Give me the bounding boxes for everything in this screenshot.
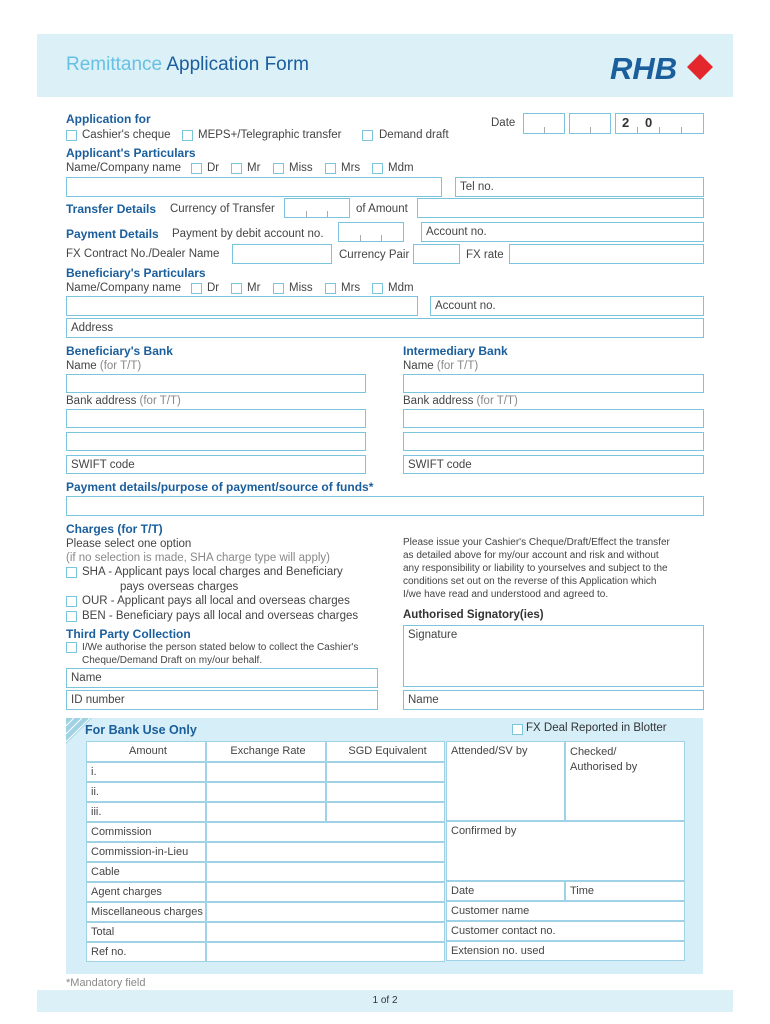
page-footer [37,990,733,1012]
payment-account-field[interactable] [421,222,704,242]
bb-swift-label: SWIFT code [71,459,135,471]
applicant-dr-checkbox[interactable] [191,163,202,174]
declaration-line-1: Please issue your Cashier's Cheque/Draft/Effect the transfer [403,537,670,548]
third-party-name-field[interactable] [66,668,378,688]
mandatory-note: *Mandatory field [66,977,146,989]
intermediary-bank-address-field-1[interactable] [403,409,704,428]
amount-field[interactable] [417,198,704,218]
demand-draft-label: Demand draft [379,129,449,141]
logo-diamond [687,54,713,80]
row-i-rate[interactable] [206,762,326,782]
col-rate-header: Exchange Rate [206,741,326,762]
applicant-mr-label: Mr [247,162,261,174]
date-label: Date [491,117,516,129]
purpose-heading: Payment details/purpose of payment/source of funds* [66,480,374,494]
fx-deal-label: FX Deal Reported in Blotter [526,722,667,734]
date-year-digit-1: 2 [622,115,630,130]
bank-date-label: Date [451,885,475,897]
cable-value[interactable] [206,862,445,882]
our-checkbox[interactable] [66,596,77,607]
ib-swift-label: SWIFT code [408,459,472,471]
applicant-miss-checkbox[interactable] [273,163,284,174]
intermediary-bank-heading: Intermediary Bank [403,344,508,358]
fx-rate-label: FX rate [466,249,504,261]
our-label: OUR - Applicant pays all local and overseas charges [82,595,350,607]
col-sgd-header: SGD Equivalent [326,741,445,762]
bb-address-text: Bank address [66,395,137,407]
signatory-name-label: Name [408,694,439,706]
sha-label-1: SHA - Applicant pays local charges and Beneficiary [82,566,343,578]
checked-by-label-1: Checked/ [570,746,617,758]
misc-charges-label: Miscellaneous charges [86,902,206,922]
ib-address-hint: (for T/T) [476,395,518,407]
beneficiary-mrs-checkbox[interactable] [325,283,336,294]
page-number: 1 of 2 [372,995,398,1006]
bb-name-hint: (for T/T) [99,360,142,372]
payment-heading: Payment Details [66,227,159,241]
row-i-label: i. [86,762,206,782]
beneficiary-account-label: Account no. [435,300,496,312]
declaration-line-2: as detailed above for my/our account and risk and without [403,550,659,561]
page-title [66,54,309,76]
declaration-text [403,536,703,601]
sha-checkbox[interactable] [66,567,77,578]
beneficiary-bank-heading: Beneficiary's Bank [66,344,173,358]
currency-pair-label: Currency Pair [339,249,410,261]
applicant-miss-label: Miss [289,162,313,174]
checked-by-label-2: Authorised by [570,761,638,773]
applicant-heading: Applicant's Particulars [66,146,196,160]
fx-contract-label: FX Contract No./Dealer Name [66,248,220,260]
beneficiary-bank-swift-field[interactable] [66,455,366,474]
applicant-name-field[interactable] [66,177,442,197]
beneficiary-name-label: Name/Company name [66,282,182,294]
cable-label: Cable [86,862,206,882]
checked-by-field[interactable] [565,741,685,821]
fx-deal-checkbox[interactable] [512,724,523,735]
third-party-checkbox[interactable] [66,642,77,653]
attended-by-label: Attended/SV by [451,745,528,757]
customer-name-label: Customer name [451,905,530,917]
beneficiary-name-field[interactable] [66,296,418,316]
beneficiary-bank-name-field[interactable] [66,374,366,393]
beneficiary-mr-label: Mr [247,282,261,294]
confirmed-by-field[interactable] [446,821,685,881]
ib-name-hint: (for T/T) [436,360,479,372]
beneficiary-miss-label: Miss [289,282,313,294]
signature-label: Signature [408,629,458,641]
currency-of-transfer-label: Currency of Transfer [170,203,275,215]
commission-label: Commission [86,822,206,842]
of-amount-label: of Amount [356,203,408,215]
transfer-heading: Transfer Details [66,202,157,216]
beneficiary-bank-address-field-1[interactable] [66,409,366,428]
title-prefix: Remittance [66,54,163,75]
total-value[interactable] [206,922,445,942]
beneficiary-dr-checkbox[interactable] [191,283,202,294]
applicant-dr-label: Dr [207,162,220,174]
sha-label-2: pays overseas charges [120,581,239,593]
row-iii-rate[interactable] [206,802,326,822]
third-party-heading: Third Party Collection [66,627,191,641]
third-party-id-field[interactable] [66,690,378,710]
row-ii-sgd[interactable] [326,782,445,802]
tel-label: Tel no. [460,181,494,193]
row-ii-label: ii. [86,782,206,802]
commission-value[interactable] [206,822,445,842]
row-i-sgd[interactable] [326,762,445,782]
date-year-digit-2: 0 [645,115,653,130]
intermediary-bank-address-field-2[interactable] [403,432,704,451]
declaration-line-5: I/we have read and understood and agreed to. [403,589,609,600]
ib-name-text: Name [403,360,434,372]
col-amount-header: Amount [86,741,206,762]
demand-draft-checkbox[interactable] [362,130,373,141]
charges-default-note: (if no selection is made, SHA charge type will apply) [66,552,330,564]
currency-pair-field[interactable] [413,244,460,264]
intermediary-bank-swift-field[interactable] [403,455,704,474]
ib-address-text: Bank address [403,395,474,407]
attended-by-field[interactable] [446,741,565,821]
date-month-field[interactable] [569,113,611,134]
confirmed-by-label: Confirmed by [451,825,517,837]
total-label: Total [86,922,206,942]
logo-text: RHB [610,51,678,84]
declaration-line-3: any responsibility or liability to yourselves and subject to the [403,563,668,574]
beneficiary-mdm-label: Mdm [388,282,414,294]
charges-instruction: Please select one option [66,538,192,550]
meps-checkbox[interactable] [182,130,193,141]
bb-name-text: Name [66,360,97,372]
charges-heading: Charges (for T/T) [66,522,163,536]
beneficiary-heading: Beneficiary's Particulars [66,266,206,280]
date-day-field[interactable] [523,113,565,134]
debit-currency-field[interactable] [338,222,404,242]
bank-use-heading: For Bank Use Only [85,723,197,737]
declaration-line-4: conditions set out on the reverse of this Application which [403,576,657,587]
application-for-heading: Application for [66,112,151,126]
intermediary-bank-name-label [403,360,478,372]
debit-account-label: Payment by debit account no. [172,228,324,240]
commission-in-lieu-label: Commission-in-Lieu [86,842,206,862]
third-party-auth-line-2: Cheque/Demand Draft on my/our behalf. [82,655,263,666]
bank-date-field[interactable] [446,881,565,901]
signatory-heading: Authorised Signatory(ies) [403,609,544,621]
row-iii-label: iii. [86,802,206,822]
bb-address-hint: (for T/T) [139,395,181,407]
intermediary-bank-address-label [403,395,518,407]
beneficiary-bank-address-label [66,395,181,407]
applicant-mr-checkbox[interactable] [231,163,242,174]
third-party-name-label: Name [71,672,102,684]
extension-label: Extension no. used [451,945,545,957]
customer-name-field[interactable] [446,901,685,921]
applicant-name-label: Name/Company name [66,162,182,174]
ref-no-value[interactable] [206,942,445,962]
purpose-field[interactable] [66,496,704,516]
extension-field[interactable] [446,941,685,961]
bank-time-label: Time [570,885,595,897]
third-party-auth-line-1: I/We authorise the person stated below to collect the Cashier's [82,642,359,653]
ref-no-label: Ref no. [86,942,206,962]
row-ii-rate[interactable] [206,782,326,802]
ben-checkbox[interactable] [66,611,77,622]
beneficiary-dr-label: Dr [207,282,220,294]
third-party-auth-text [82,641,358,667]
beneficiary-bank-name-label [66,360,141,372]
currency-of-transfer-field[interactable] [284,198,350,218]
signatory-name-field[interactable] [403,690,704,710]
beneficiary-address-label: Address [71,322,114,334]
beneficiary-mdm-checkbox[interactable] [372,283,383,294]
row-iii-sgd[interactable] [326,802,445,822]
title-main: Application Form [166,54,309,75]
intermediary-bank-name-field[interactable] [403,374,704,393]
cashiers-cheque-checkbox[interactable] [66,130,77,141]
beneficiary-mrs-label: Mrs [341,282,361,294]
agent-charges-value[interactable] [206,882,445,902]
payment-account-label: Account no. [426,226,487,238]
rhb-logo [610,50,720,84]
beneficiary-address-field[interactable] [66,318,704,338]
applicant-tel-field[interactable] [455,177,704,197]
agent-charges-label: Agent charges [86,882,206,902]
bank-time-field[interactable] [565,881,685,901]
beneficiary-bank-address-field-2[interactable] [66,432,366,451]
beneficiary-mr-checkbox[interactable] [231,283,242,294]
misc-charges-value[interactable] [206,902,445,922]
fx-contract-field[interactable] [232,244,332,264]
customer-contact-label: Customer contact no. [451,925,556,937]
meps-label: MEPS+/Telegraphic transfer [198,129,342,141]
third-party-id-label: ID number [71,694,125,706]
fx-rate-field[interactable] [509,244,704,264]
applicant-mrs-checkbox[interactable] [325,163,336,174]
applicant-mdm-checkbox[interactable] [372,163,383,174]
customer-contact-field[interactable] [446,921,685,941]
cashiers-cheque-label: Cashier's cheque [82,129,171,141]
beneficiary-miss-checkbox[interactable] [273,283,284,294]
commission-in-lieu-value[interactable] [206,842,445,862]
applicant-mrs-label: Mrs [341,162,361,174]
ben-label: BEN - Beneficiary pays all local and overseas charges [82,610,359,622]
signature-field[interactable] [403,625,704,687]
applicant-mdm-label: Mdm [388,162,414,174]
beneficiary-account-field[interactable] [430,296,704,316]
